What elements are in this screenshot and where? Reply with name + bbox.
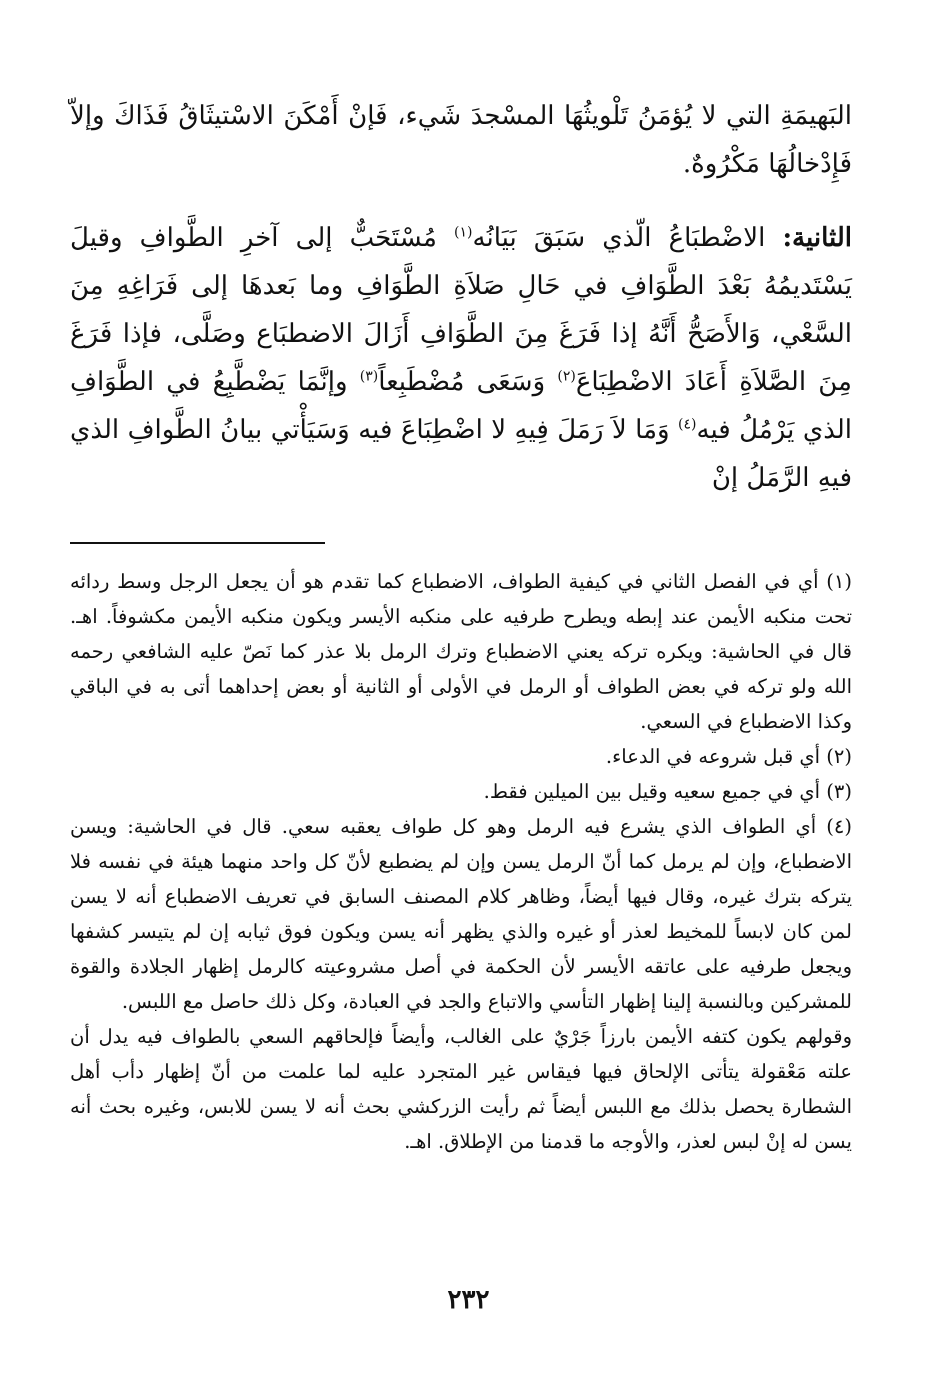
footnote-2: (٢) أي قبل شروعه في الدعاء. [605,745,852,768]
paragraph-text: الاضْطبَاعُ الّذي سَبَقَ بَيَانُه [472,223,783,253]
footnote-ref-3: (٣) [359,368,379,385]
footnote-1: (١) أي في الفصل الثاني في كيفية الطواف، الاضطباع كما تقدم هو أن يجعل الرجل وسط ردائه تحت منكبه الأيمن عند إبطه ويطرح طرفيه على منكبه الأيسر ويكون منكبه الأيمن مكشوفاً. اهـ. قال في الحاشية: ويكره تركه يعني الاضطباع وترك الرمل بلا عذر كما نَصّ عليه الشافعي رحمه الله ولو تركه في بعض الطواف أو الرمل في الأولى أو الثانية أو بعض إحداهما أتى به في الباقي وكذا الاضطباع في السعي. [70,570,852,733]
page-number: ٢٣٢ [447,1285,490,1315]
page [70,92,852,1159]
main-text [70,92,852,502]
footnote-3: (٣) أي في جميع سعيه وقيل بين الميلين فقط. [483,780,852,803]
footnote-ref-4: (٤) [678,416,697,433]
footnote-ref-2: (٢) [557,368,576,385]
main-paragraph-2 [70,214,852,502]
paragraph-text: وَمَا لاَ رَمَلَ فِيهِ لا اضْطِبَاعَ فيه وَسَيَأْتي بيانُ الطَّوافِ الذي فيهِ الرَّمَلُ إنْ [70,415,852,493]
paragraph-text: وَسَعَى مُضْطَبِعاً [378,367,558,397]
footnote-4-continuation: وقولهم يكون كتفه الأيمن بارزاً جَرْيٌ على الغالب، وأيضاً فإلحاقهم السعي بالطواف فيه يدل أن علته مَعْقولة يتأتى الإلحاق فيها فيقاس غير المتجرد عليه لما علمت من أنّ إظهار دأب أهل الشطارة يحصل بذلك مع اللبس أيضاً ثم رأيت الزركشي بحث أنه لا يسن للابس، وغيره بحث أنه يسن له إنْ لبس لعذر، والأوجه ما قدمنا من الإطلاق. اهـ. [70,1025,852,1153]
paragraph-text: وإنَّمَا يَضْطَّبِعُ في الطَّوَافِ الذي يَرْمُلُ فيه [70,367,852,445]
footnotes [70,564,852,1159]
paragraph-text: مُسْتَحَبٌّ إلى آخرِ الطَّوافِ وقيلَ يَسْتَديمُهُ بَعْدَ الطَّوَافِ في حَالِ صَلاَةِ الطَّوَافِ وما بَعدهَا إلى فَرَاغِهِ مِنَ السَّعْي، وَالأَصَحُّ أَنَّهُ إذا فَرَغَ مِنَ الطَّوَافِ أَزَالَ الاضطبَاع وصَلَّى، فإذا فَرَغَ مِنَ الصَّلاَةِ أَعَادَ الاضْطِبَاعَ [70,223,852,397]
footnote-4: (٤) أي الطواف الذي يشرع فيه الرمل وهو كل طواف يعقبه سعي. قال في الحاشية: ويسن الاضطباع، وإن لم يرمل كما أنّ الرمل يسن وإن لم يضطبع لأنّ كل واحد منهما هيئة في نفسه فلا يتركه بترك غيره، وقال فيها أيضاً، وظاهر كلام المصنف السابق في تعريف الاضطباع أنه لا يسن لمن كان لابساً للمخيط لعذر أو غيره والذي يظهر أنه يسن ويكون فوق ثيابه إن لم يتيسر كشفها ويجعل طرفيه على عاتقه الأيسر لأن الحكمة في أصل مشروعيته كالرمل إظهار الجلادة والقوة للمشركين وبالنسبة إلينا إظهار التأسي والاتباع والجد في العبادة، وكل ذلك حاصل مع اللبس. [70,815,852,1013]
footnote-separator [70,542,325,544]
main-paragraph-1: البَهيمَةِ التي لا يُؤمَنُ تَلْويثُهَا المسْجدَ شَيء، فَإنْ أَمْكَنَ الاسْتيثَاقُ فَذَاكَ وإلاّ فَإِدْخالُهَا مَكْرُوهٌ. [70,101,852,179]
paragraph-label: الثانية: [782,223,852,253]
footnote-ref-1: (١) [454,224,473,241]
